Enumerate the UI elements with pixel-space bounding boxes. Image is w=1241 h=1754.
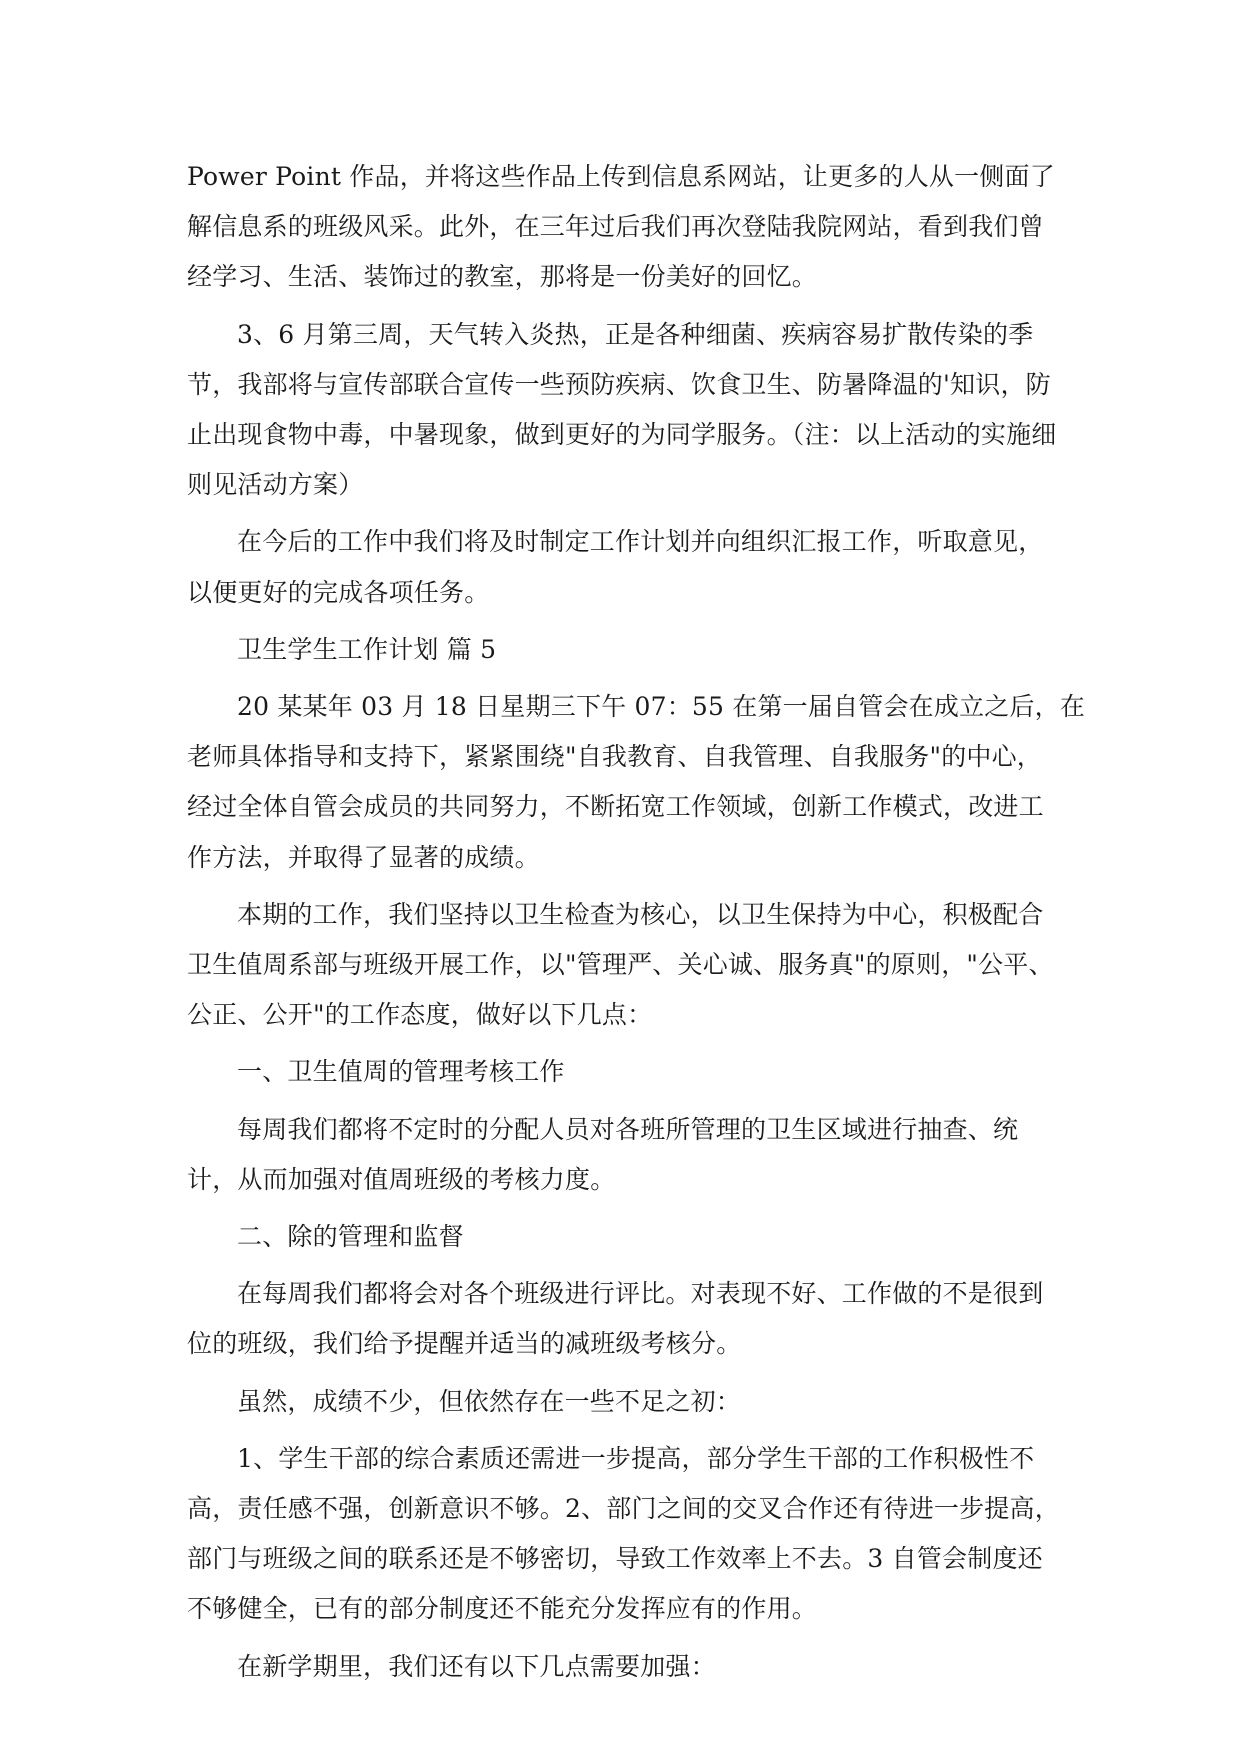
text-line: 一、卫生值周的管理考核工作: [237, 1057, 565, 1087]
paragraph: [187, 1269, 1057, 1369]
text-line: 公正、公开"的工作态度，做好以下几点：: [187, 1000, 653, 1030]
document-body: [187, 152, 1086, 1699]
text-line: 作方法，并取得了显著的成绩。: [187, 842, 540, 872]
text-line: Power Point 作品，并将这些作品上传到信息系网站，让更多的人从一侧面了: [187, 162, 1055, 191]
text-line: 1、学生干部的综合素质还需进一步提高，部分学生干部的工作积极性不: [237, 1443, 1035, 1473]
paragraph: [187, 682, 1086, 883]
text-line: 高，责任感不强，创新意识不够。2、部门之间的交叉合作还有待进一步提高，: [187, 1494, 1060, 1524]
subheading: [187, 1212, 1057, 1262]
text-line: 20 某某年 03 月 18 日星期三下午 07：55 在第一届自管会在成立之后，在: [237, 692, 1086, 722]
text-line: 经学习、生活、装饰过的教室，那将是一份美好的回忆。: [187, 262, 818, 292]
text-line: 部门与班级之间的联系还是不够密切，导致工作效率上不去。3 自管会制度还: [187, 1544, 1043, 1574]
text-line: 计，从而加强对值周班级的考核力度。: [187, 1164, 616, 1194]
text-line: 3、6 月第三周，天气转入炎热，正是各种细菌、疾病容易扩散传染的季: [237, 319, 1034, 349]
paragraph: [187, 1642, 1057, 1692]
text-line: 位的班级，我们给予提醒并适当的减班级考核分。: [187, 1329, 742, 1359]
text-line: 每周我们都将不定时的分配人员对各班所管理的卫生区域进行抽查、统: [237, 1114, 1019, 1144]
text-line: 在每周我们都将会对各个班级进行评比。对表现不好、工作做的不是很到: [237, 1279, 1044, 1309]
text-line: 卫生值周系部与班级开展工作，以"管理严、关心诚、服务真"的原则，"公平、: [187, 950, 1054, 980]
text-line: 以便更好的完成各项任务。: [187, 577, 490, 607]
text-line: 在新学期里，我们还有以下几点需要加强：: [237, 1651, 716, 1681]
paragraph: [187, 1377, 1057, 1427]
text-line: 卫生学生工作计划 篇 5: [237, 634, 497, 664]
subheading: [187, 1047, 1057, 1097]
text-line: 二、除的管理和监督: [237, 1222, 464, 1252]
text-line: 则见活动方案）: [187, 470, 364, 500]
paragraph: [187, 1105, 1057, 1205]
paragraph: [187, 517, 1057, 617]
text-line: 不够健全，已有的部分制度还不能充分发挥应有的作用。: [187, 1594, 818, 1624]
text-line: 虽然，成绩不少，但依然存在一些不足之初：: [237, 1386, 742, 1416]
paragraph: [187, 1434, 1060, 1635]
section-heading: [187, 625, 1057, 675]
text-line: 解信息系的班级风采。此外，在三年过后我们再次登陆我院网站，看到我们曾: [187, 212, 1044, 242]
paragraph: [187, 890, 1057, 1041]
paragraph: [187, 310, 1057, 511]
text-line: 止出现食物中毒，中暑现象，做到更好的为同学服务。（注：以上活动的实施细: [187, 420, 1057, 450]
text-line: 本期的工作，我们坚持以卫生检查为核心，以卫生保持为中心，积极配合: [237, 899, 1044, 929]
text-line: 经过全体自管会成员的共同努力，不断拓宽工作领域，创新工作模式，改进工: [187, 792, 1044, 822]
paragraph: [187, 152, 1057, 303]
text-line: 在今后的工作中我们将及时制定工作计划并向组织汇报工作，听取意见，: [237, 527, 1044, 557]
text-line: 老师具体指导和支持下，紧紧围绕"自我教育、自我管理、自我服务"的中心，: [187, 742, 1043, 772]
text-line: 节，我部将与宣传部联合宣传一些预防疾病、饮食卫生、防暑降温的'知识，防: [187, 369, 1051, 399]
